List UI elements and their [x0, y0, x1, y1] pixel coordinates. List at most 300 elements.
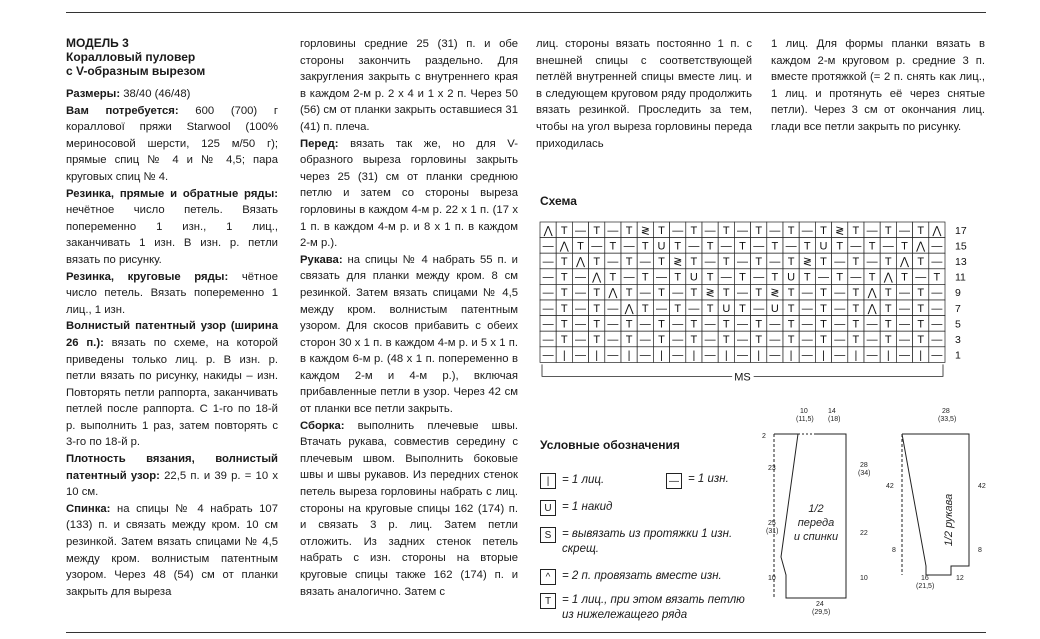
chart-symbol: T: [560, 302, 568, 315]
chart-symbol: T: [625, 287, 633, 300]
chart-symbol: ⋀: [867, 302, 877, 315]
dim-text: 2: [762, 433, 766, 440]
chart-symbol: T: [690, 318, 698, 331]
chart-symbol: —: [899, 302, 910, 315]
chart-symbol: ⋀: [575, 256, 586, 268]
knit-symbol-icon: |: [540, 473, 556, 489]
dim-text: (29,5): [812, 609, 831, 616]
sizes-para: Размеры: 38/40 (46/48): [66, 88, 191, 100]
chart-symbol: T: [658, 318, 665, 331]
chart-symbol: ≷: [835, 224, 845, 237]
chart-symbol: —: [866, 318, 878, 331]
chart-symbol: —: [753, 302, 765, 315]
chart-symbol: T: [852, 318, 860, 331]
knitting-chart: [536, 218, 986, 388]
model-label: МОДЕЛЬ 3: [66, 36, 129, 50]
chart-symbol: —: [737, 287, 748, 300]
chart-symbol: —: [639, 256, 651, 268]
chart-symbol: T: [884, 334, 892, 346]
chart-symbol: T: [884, 256, 892, 268]
wave-pattern-para: Волнистый патентный узор (ширина 26 п.): вязать по схеме, на которой приведены только лиц. р. В изн. р. петли вязать по рисунку, накиды – изн. Повторять петли раппорта, заканчивать петлей после раппорта. С 1-го по 18-й р. выполнить 1 раз, затем повторять с 3-го по 18-й р.: [66, 320, 278, 449]
chart-symbol: T: [625, 334, 633, 346]
dim-text: (21,5): [916, 583, 935, 590]
chart-symbol: —: [575, 349, 586, 362]
chart-symbol: T: [787, 256, 795, 268]
chart-symbol: T: [739, 271, 746, 284]
neckline-para: горловины средние 25 (31) п. и обе стороны закончить раздельно. Для закругления закрыть с внутреннего края в каждом 2-м р. 2 х 4 и 1 х 2 п. Через 50 (56) см от планки закрыть оставшиеся 31 (41) п. плеча.: [300, 38, 518, 133]
chart-symbol: T: [593, 334, 601, 346]
chart-symbol: T: [609, 271, 617, 284]
chart-symbol: T: [836, 240, 844, 253]
chart-symbol: —: [639, 349, 651, 362]
chart-symbol: —: [801, 334, 813, 346]
chart-symbol: —: [607, 349, 619, 362]
chart-symbol: T: [820, 224, 827, 237]
chart-symbol: —: [575, 318, 586, 331]
chart-symbol: T: [755, 256, 763, 268]
chart-symbol: U: [787, 271, 796, 284]
model-name: Коралловый пуловер: [66, 50, 196, 64]
chart-symbol: —: [542, 334, 554, 346]
chart-symbol: ⋀: [932, 224, 942, 237]
chart-symbol: T: [658, 287, 665, 300]
chart-symbol: T: [739, 302, 746, 315]
chart-symbol: |: [692, 349, 696, 362]
chart-row-number: 17: [955, 224, 967, 237]
chart-symbol: T: [560, 334, 568, 346]
chart-symbol: ⋀: [592, 271, 602, 284]
chart-symbol: U: [689, 271, 698, 284]
chart-symbol: T: [722, 224, 730, 237]
body-label: и спинки: [793, 531, 839, 543]
chart-symbol: T: [674, 302, 682, 315]
chart-symbol: T: [641, 240, 649, 253]
chart-symbol: T: [706, 271, 714, 284]
chart-symbol: —: [672, 334, 684, 346]
chart-symbol: —: [931, 256, 943, 268]
dim-text: 28: [942, 408, 950, 415]
chart-symbol: T: [690, 334, 698, 346]
chart-symbol: —: [769, 349, 781, 362]
chart-symbol: T: [901, 271, 908, 284]
chart-symbol: —: [769, 224, 781, 237]
chart-symbol: —: [866, 256, 878, 268]
chart-symbol: —: [591, 240, 603, 253]
chart-symbol: T: [658, 224, 665, 237]
chart-symbol: T: [690, 224, 698, 237]
chart-row-number: 11: [955, 271, 966, 284]
chart-symbol: T: [658, 334, 665, 346]
chart-symbol: —: [575, 224, 586, 237]
chart-symbol: T: [820, 302, 827, 315]
chart-symbol: U: [722, 302, 731, 315]
chart-symbol: —: [623, 240, 635, 253]
chart-symbol: —: [542, 287, 554, 300]
chart-symbol: —: [915, 271, 927, 284]
chart-row-number: 7: [955, 302, 961, 315]
chart-symbol: T: [755, 318, 763, 331]
chart-symbol: —: [834, 287, 846, 300]
chart-symbol: |: [822, 349, 825, 362]
dim-text: 42: [886, 483, 894, 490]
chart-symbol: —: [850, 240, 862, 253]
chart-symbol: —: [834, 349, 846, 362]
chart-symbol: T: [917, 302, 925, 315]
column-2: [300, 36, 518, 600]
purl-symbol-icon: —: [666, 473, 682, 489]
chart-symbol: ≷: [802, 256, 812, 268]
chart-symbol: T: [722, 256, 730, 268]
chart-symbol: —: [834, 256, 846, 268]
chart-symbol: T: [771, 240, 779, 253]
chart-symbol: T: [560, 318, 568, 331]
chart-symbol: T: [917, 318, 925, 331]
chart-symbol: —: [656, 271, 667, 284]
chart-symbol: —: [542, 256, 554, 268]
chart-symbol: T: [852, 224, 860, 237]
chart-symbol: T: [706, 302, 714, 315]
legend-knit: | = 1 лиц.: [540, 473, 604, 489]
dim-text: 24: [816, 601, 824, 608]
legend-yo: U = 1 накид: [540, 500, 612, 516]
dim-text: 10: [768, 575, 776, 582]
chart-symbol: —: [801, 302, 813, 315]
sleeve-label: 1/2 рукава: [943, 493, 955, 547]
chart-symbol: T: [917, 287, 925, 300]
model-name-2: с V-образным вырезом: [66, 64, 206, 78]
chart-symbol: T: [901, 240, 908, 253]
chart-symbol: T: [722, 334, 730, 346]
chart-symbol: U: [657, 240, 666, 253]
chart-symbol: ≷: [673, 256, 683, 268]
chart-symbol: —: [931, 334, 943, 346]
chart-symbol: —: [801, 287, 813, 300]
dim-text: 25: [768, 520, 776, 527]
dim-text: 8: [892, 547, 896, 554]
chart-symbol: T: [820, 287, 827, 300]
chart-symbol: T: [625, 318, 633, 331]
chart-symbol: —: [834, 302, 846, 315]
chart-symbol: —: [899, 334, 910, 346]
chart-symbol: ⋀: [883, 271, 893, 284]
chart-symbol: T: [884, 287, 892, 300]
chart-symbol: —: [704, 256, 716, 268]
chart-symbol: T: [593, 318, 601, 331]
chart-symbol: —: [656, 302, 667, 315]
chart-symbol: T: [820, 256, 827, 268]
chart-symbol: —: [704, 334, 716, 346]
chart-symbol: —: [575, 287, 586, 300]
chart-symbol: T: [820, 334, 827, 346]
chart-symbol: T: [674, 240, 682, 253]
chart-symbol: —: [607, 256, 619, 268]
chart-symbol: ⋀: [559, 240, 569, 253]
chart-symbol: |: [919, 349, 923, 362]
chart-symbol: T: [593, 302, 601, 315]
chart-symbol: —: [688, 240, 700, 253]
dim-text: 14: [828, 408, 836, 415]
body-label: переда: [797, 517, 835, 529]
chart-symbol: T: [933, 271, 941, 284]
pull-symbol-icon: S: [540, 527, 556, 543]
chart-symbol: ≷: [705, 287, 715, 300]
dim-text: (33,5): [938, 416, 957, 423]
tuck-symbol-icon: T: [540, 593, 556, 609]
chart-symbol: —: [704, 224, 716, 237]
chart-symbol: —: [575, 334, 586, 346]
chart-symbol: —: [542, 302, 554, 315]
materials-para: Вам потребуется: 600 (700) г кораллової пряжи Starwool (100% мериносовой шерсти, 125 м/50 г); прямые спиц № 4 и № 4,5; пара круговых спиц № 4.: [66, 104, 278, 183]
chart-symbol: —: [704, 318, 716, 331]
chart-symbol: T: [593, 287, 601, 300]
chart-symbol: —: [737, 224, 748, 237]
chart-symbol: T: [852, 287, 860, 300]
chart-symbol: —: [737, 334, 748, 346]
sleeve-pattern: [902, 434, 969, 575]
chart-symbol: T: [884, 318, 892, 331]
chart-symbol: |: [595, 349, 599, 362]
dim-text: 8: [978, 547, 982, 554]
column-1: [66, 36, 278, 600]
chart-symbol: —: [607, 302, 619, 315]
chart-symbol: —: [899, 318, 910, 331]
chart-row-number: 3: [955, 334, 961, 346]
chart-symbol: —: [639, 287, 651, 300]
chart-symbol: T: [722, 318, 730, 331]
chart-symbol: T: [577, 240, 584, 253]
chart-symbol: |: [724, 349, 728, 362]
chart-symbol: T: [803, 240, 811, 253]
chart-symbol: —: [931, 302, 943, 315]
dim-text: 16: [921, 575, 929, 582]
legend-pull: S = вывязать из протяжки 1 изн. скрещ.: [540, 527, 740, 557]
chart-row-number: 13: [955, 256, 967, 268]
chart-symbol: —: [769, 318, 781, 331]
band-para: 1 лиц. Для формы планки вязать в каждом 2-м круговом р. средние 3 п. вместе протяжкой (= 2 п. снять как лиц., 1 лиц. и протянуть её через снятые петли). Через 3 см от окончания лиц. глади все петли закрыть по рисунку.: [771, 38, 985, 133]
chart-symbol: T: [884, 302, 892, 315]
dim-text: (34): [858, 470, 871, 477]
chart-symbol: T: [836, 271, 844, 284]
chart-symbol: T: [593, 256, 601, 268]
chart-symbol: —: [542, 318, 554, 331]
chart-symbol: |: [854, 349, 858, 362]
chart-symbol: |: [757, 349, 761, 362]
chart-symbol: T: [625, 224, 633, 237]
chart-symbol: —: [834, 318, 846, 331]
chart-symbol: —: [542, 240, 554, 253]
sleeves-para: Рукава: на спицы № 4 набрать 55 п. и связать для планки между кром. 8 см резинкой. Затем вязать спицами № 4,5 между кром. волнистым патентным узором. Для скосов прибавить с обеих сторон 30 х 1 п. в каждом 4-м р. и 5 х 1 п. в каждом 6-м р. (48 х 1 п. попеременно в каждом 2-м и 4-м р.), включая прибавленные петли в узор. Через 42 см от планки все петли закрыть.: [300, 253, 518, 416]
legend-tuck: T = 1 лиц., при этом вязать петлю из нижележащего ряда: [540, 593, 750, 623]
back-para: Спинка: на спицы № 4 набрать 107 (133) п. и связать между кром. 10 см резинкой. Затем вязать спицами № 4,5 между кром. волнистым патентным узором. Через 48 (54) см от планки закрыть для выреза: [66, 502, 278, 598]
chart-symbol: U: [819, 240, 828, 253]
chart-symbol: —: [931, 240, 943, 253]
column-3: [536, 36, 752, 152]
chart-symbol: T: [560, 256, 568, 268]
chart-symbol: T: [560, 271, 568, 284]
chart-symbol: —: [688, 302, 700, 315]
chart-symbol: T: [755, 287, 763, 300]
chart-symbol: T: [852, 334, 860, 346]
density-para: Плотность вязания, волнистый патентный узор: 22,5 п. и 39 р. = 10 х 10 см.: [66, 453, 278, 499]
rib-para: Резинка, прямые и обратные ряды: нечётное число петель. Вязать попеременно 1 изн., 1 лиц., заканчивать 1 изн. В изн. р. петли вязать по рисунку.: [66, 187, 278, 266]
chart-symbol: —: [542, 349, 554, 362]
chart-row-number: 1: [955, 349, 961, 362]
chart-symbol: T: [820, 318, 827, 331]
chart-symbol: |: [562, 349, 566, 362]
chart-symbol: ⋀: [899, 256, 910, 268]
chart-symbol: T: [706, 240, 714, 253]
dim-text: (18): [828, 416, 841, 423]
chart-symbol: —: [672, 349, 684, 362]
chart-symbol: T: [755, 334, 763, 346]
dim-text: 42: [978, 483, 986, 490]
chart-symbol: —: [623, 271, 635, 284]
body-pattern: [774, 434, 846, 598]
bottom-rule: [66, 632, 986, 633]
chart-symbol: |: [789, 349, 793, 362]
chart-symbol: —: [899, 349, 910, 362]
chart-symbol: T: [917, 334, 925, 346]
dim-text: (31): [766, 528, 779, 535]
chart-symbol: T: [884, 224, 892, 237]
chart-symbol: T: [560, 224, 568, 237]
body-label: 1/2: [808, 503, 824, 515]
chart-symbol: T: [690, 287, 698, 300]
chart-symbol: —: [607, 334, 619, 346]
chart-symbol: T: [787, 302, 795, 315]
chart-symbol: —: [801, 349, 813, 362]
chart-symbol: T: [739, 240, 746, 253]
dim-text: 12: [956, 575, 964, 582]
chart-symbol: —: [834, 334, 846, 346]
chart-symbol: —: [866, 349, 878, 362]
assembly-para: Сборка: выполнить плечевые швы. Втачать рукава, совместив середину с плечевым швом. Выполнить боковые швы и швы рукавов. Из передних стенок петель выреза горловины набрать с лиц. стороны на круговые спицы 162 (174) п. и связать 3 р. лиц. Затем петли отложить. Из задних стенок петель набрать с изн. стороны на вторые круговые спицы также 162 (174) п. и вязать аналогично. Затем с: [300, 419, 518, 598]
dim-text: 28: [860, 462, 868, 469]
chart-symbol: ⋀: [916, 240, 926, 253]
dim-text: (11,5): [796, 416, 814, 423]
chart-symbol: —: [672, 318, 684, 331]
chart-symbol: —: [769, 334, 781, 346]
legend-title: Условные обозначения: [540, 438, 680, 452]
chart-symbol: T: [560, 287, 568, 300]
chart-symbol: —: [607, 224, 619, 237]
chart-symbol: —: [899, 287, 910, 300]
chart-symbol: —: [575, 302, 586, 315]
chart-symbol: —: [720, 240, 732, 253]
chart-symbol: —: [575, 271, 586, 284]
chart-symbol: —: [672, 287, 684, 300]
chart-symbol: T: [852, 302, 860, 315]
legend-purl: — = 1 изн.: [666, 473, 729, 489]
chart-symbol: —: [931, 287, 943, 300]
chart-symbol: T: [641, 302, 649, 315]
chart-symbol: T: [609, 240, 617, 253]
chart-symbol: —: [639, 334, 651, 346]
chart-symbol: —: [899, 224, 910, 237]
chart-symbol: T: [868, 271, 876, 284]
chart-symbol: T: [641, 271, 649, 284]
chart-symbol: T: [755, 224, 763, 237]
chart-symbol: |: [886, 349, 890, 362]
chart-symbol: T: [625, 256, 633, 268]
column-4: [771, 36, 985, 136]
chart-symbol: —: [818, 271, 829, 284]
schema-title: Схема: [540, 194, 577, 208]
chart-symbol: |: [627, 349, 631, 362]
chart-symbol: T: [593, 224, 601, 237]
chart-symbol: ⋀: [624, 302, 634, 315]
chart-row-number: 9: [955, 287, 961, 300]
chart-symbol: —: [753, 271, 765, 284]
chart-symbol: T: [674, 271, 682, 284]
chart-symbol: T: [787, 334, 795, 346]
chart-symbol: —: [753, 240, 765, 253]
chart-row-number: 5: [955, 318, 961, 331]
repeat-label: MS: [734, 371, 751, 384]
chart-symbol: ⋀: [543, 224, 553, 237]
chart-symbol: —: [769, 256, 781, 268]
chart-symbol: —: [737, 349, 748, 362]
chart-symbol: —: [801, 224, 813, 237]
chart-symbol: |: [660, 349, 663, 362]
chart-symbol: —: [801, 318, 813, 331]
chart-symbol: —: [542, 271, 554, 284]
chart-symbol: T: [771, 271, 779, 284]
chart-symbol: T: [690, 256, 698, 268]
top-rule: [66, 12, 986, 13]
chart-symbol: T: [803, 271, 811, 284]
chart-symbol: T: [868, 240, 876, 253]
chart-symbol: —: [866, 334, 878, 346]
chart-symbol: —: [672, 224, 684, 237]
chart-symbol: ≷: [640, 224, 650, 237]
chart-symbol: T: [658, 256, 665, 268]
chart-symbol: —: [850, 271, 862, 284]
chart-symbol: —: [882, 240, 894, 253]
dim-text: 10: [860, 575, 868, 582]
chart-symbol: —: [785, 240, 797, 253]
chart-symbol: T: [852, 256, 860, 268]
chart-symbol: T: [787, 287, 795, 300]
chart-symbol: —: [737, 318, 748, 331]
chart-symbol: —: [866, 224, 878, 237]
chart-row-number: 15: [955, 240, 967, 253]
pattern-diagrams: [756, 400, 986, 622]
chart-symbol: ⋀: [608, 287, 618, 300]
k2tog-symbol-icon: ^: [540, 569, 556, 585]
front-para: Перед: вязать так же, но для V-образного выреза горловины закрыть через 25 (31) см от планки среднюю петлю и затем со стороны выреза горловины в каждом 4-м р. 22 х 1 п. (17 х 1 п. в каждом 4-м р. и 8 х 1 п. в каждом 2-м р.).: [300, 137, 518, 250]
chart-symbol: —: [720, 271, 732, 284]
chart-symbol: —: [639, 318, 651, 331]
chart-symbol: —: [931, 318, 943, 331]
chart-symbol: —: [737, 256, 748, 268]
chart-symbol: ⋀: [867, 287, 877, 300]
chart-symbol: U: [770, 302, 779, 315]
legend-k2tog: ^ = 2 п. провязать вместе изн.: [540, 569, 722, 585]
chart-symbol: T: [722, 287, 730, 300]
chart-symbol: T: [787, 224, 795, 237]
chart-symbol: ≷: [770, 287, 780, 300]
dim-text: 10: [800, 408, 808, 415]
chart-symbol: —: [607, 318, 619, 331]
chart-symbol: T: [787, 318, 795, 331]
chart-symbol: T: [917, 256, 925, 268]
dim-text: 23: [768, 465, 776, 472]
chart-symbol: T: [917, 224, 925, 237]
chart-symbol: —: [931, 349, 943, 362]
rib-circular-para: Резинка, круговые ряды: чётное число петель. Вязать попеременно 1 лиц., 1 изн.: [66, 270, 278, 316]
yarnover-symbol-icon: U: [540, 500, 556, 516]
